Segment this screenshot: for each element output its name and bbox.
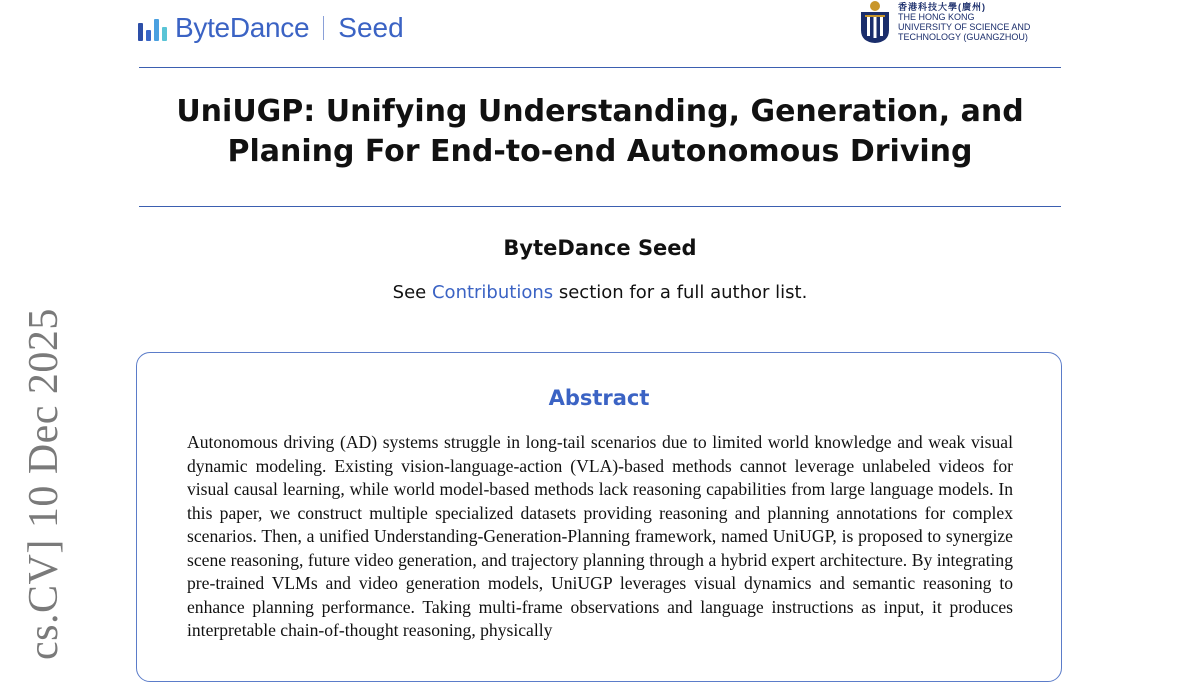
university-emblem-icon [858,0,892,44]
author-note-prefix: See [392,282,427,303]
university-name-en-3: TECHNOLOGY (GUANGZHOU) [898,32,1028,42]
bytedance-seed-logo [138,10,404,46]
brand-name: ByteDance [175,12,310,43]
title-rule [139,206,1061,207]
paper-title-line-1: UniUGP: Unifying Understanding, Generation, and [176,94,1024,129]
abstract-heading: Abstract [548,386,650,410]
contributions-link[interactable]: Contributions [431,282,554,303]
author-note [139,282,1061,303]
arxiv-stamp: cs.CV] 10 Dec 2025 [21,308,67,660]
brand-divider [323,16,324,40]
author-note-suffix: section for a full author list. [558,282,808,303]
university-name [898,2,1030,42]
university-name-cn: 香港科技大學(廣州) [898,2,986,12]
university-name-en-2: UNIVERSITY OF SCIENCE AND [898,22,1031,32]
abstract-text: Autonomous driving (AD) systems struggle in long-tail scenarios due to limited world knowledge and weak visual dynamic modeling. Existing vision-language-action (VLA)-based methods cannot leverage unlabeled videos for visual causal learning, while world model-based methods lack reasoning capabilities from large language models. In this paper, we construct multiple specialized datasets providing reasoning and planning annotations for complex scenarios. Then, a unified Understanding-Generation-Planning framework, named UniUGP, is proposed to synergize scene reasoning, future video generation, and trajectory planning through a hybrid expert architecture. By integrating pre-trained VLMs and video generation models, UniUGP leverages visual dynamics and semantic reasoning to enhance planning performance. Taking multi-frame observations and language instructions as input, it produces interpretable chain-of-thought reasoning, physically [187,432,1013,640]
paper-title [139,92,1061,172]
bytedance-logo-icon [138,15,167,41]
hkust-gz-logo [858,0,1030,44]
affiliation: ByteDance Seed [503,236,697,260]
brand-product: Seed [338,12,404,43]
university-name-en-1: THE HONG KONG [898,12,975,22]
paper-title-line-2: Planing For End-to-end Autonomous Driving [227,134,973,169]
header-rule [139,67,1061,68]
